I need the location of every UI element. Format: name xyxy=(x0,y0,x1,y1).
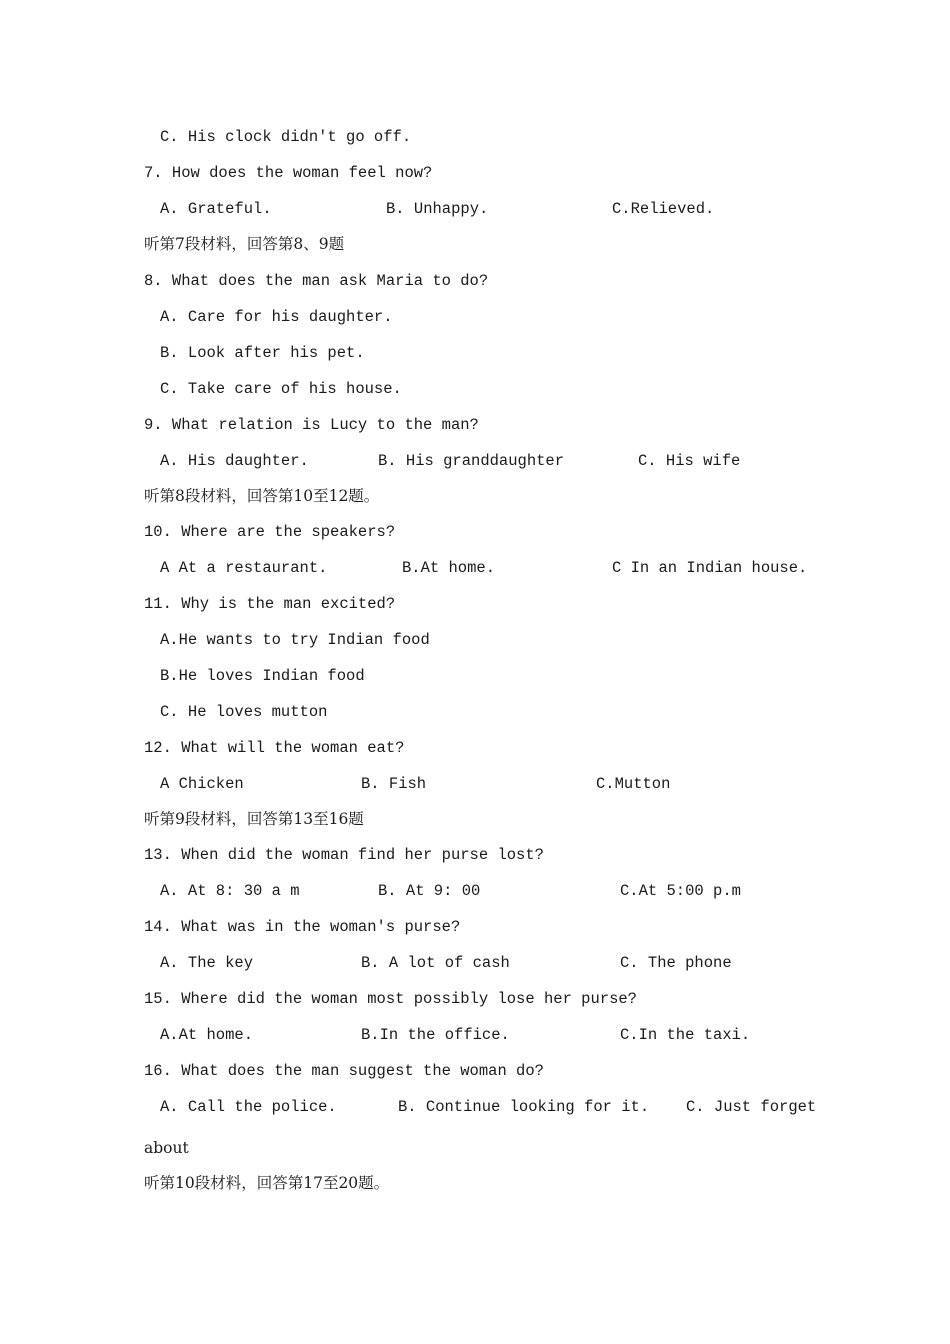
q16-option-c-continued: about xyxy=(144,1139,189,1157)
section-10-instruction: 听第10段材料，回答第17至20题。 xyxy=(144,1174,390,1192)
q12-question: 12. What will the woman eat? xyxy=(144,739,405,757)
q10-option-c: C In an Indian house. xyxy=(612,559,808,577)
section-7-instruction: 听第7段材料，回答第8、9题 xyxy=(144,235,345,253)
q9-option-a: A. His daughter. xyxy=(160,452,309,470)
q14-option-b: B. A lot of cash xyxy=(361,954,510,972)
q14-option-a: A. The key xyxy=(160,954,254,972)
q15-option-c: C.In the taxi. xyxy=(620,1026,751,1044)
q7-option-c: C.Relieved. xyxy=(612,200,715,218)
q16-option-c: C. Just forget xyxy=(686,1098,817,1116)
q8-option-c: C. Take care of his house. xyxy=(160,380,402,398)
section-9-instruction: 听第9段材料，回答第13至16题 xyxy=(144,810,364,828)
q14-question: 14. What was in the woman's purse? xyxy=(144,918,461,936)
q12-option-b: B. Fish xyxy=(361,775,427,793)
q12-option-a: A Chicken xyxy=(160,775,244,793)
q10-question: 10. Where are the speakers? xyxy=(144,523,396,541)
q7-question: 7. How does the woman feel now? xyxy=(144,164,433,182)
q15-option-a: A.At home. xyxy=(160,1026,254,1044)
q9-option-b: B. His granddaughter xyxy=(378,452,565,470)
q11-question: 11. Why is the man excited? xyxy=(144,595,396,613)
q14-option-c: C. The phone xyxy=(620,954,732,972)
q11-option-a: A.He wants to try Indian food xyxy=(160,631,430,649)
q13-option-c: C.At 5:00 p.m xyxy=(620,882,741,900)
q15-question: 15. Where did the woman most possibly lose her purse? xyxy=(144,990,637,1008)
section-8-instruction: 听第8段材料，回答第10至12题。 xyxy=(144,487,380,505)
q16-option-a: A. Call the police. xyxy=(160,1098,337,1116)
q12-option-c: C.Mutton xyxy=(596,775,671,793)
q11-option-c: C. He loves mutton xyxy=(160,703,328,721)
q8-option-a: A. Care for his daughter. xyxy=(160,308,393,326)
q9-option-c: C. His wife xyxy=(638,452,741,470)
q8-question: 8. What does the man ask Maria to do? xyxy=(144,272,489,290)
q9-question: 9. What relation is Lucy to the man? xyxy=(144,416,479,434)
q16-option-b: B. Continue looking for it. xyxy=(398,1098,650,1116)
q15-option-b: B.In the office. xyxy=(361,1026,510,1044)
q16-question: 16. What does the man suggest the woman do? xyxy=(144,1062,544,1080)
q7-option-a: A. Grateful. xyxy=(160,200,272,218)
q7-option-b: B. Unhappy. xyxy=(386,200,489,218)
q10-option-a: A At a restaurant. xyxy=(160,559,328,577)
q13-question: 13. When did the woman find her purse lost? xyxy=(144,846,544,864)
q11-option-b: B.He loves Indian food xyxy=(160,667,365,685)
q8-option-b: B. Look after his pet. xyxy=(160,344,365,362)
q13-option-b: B. At 9: 00 xyxy=(378,882,481,900)
q6-option-c: C. His clock didn't go off. xyxy=(160,128,412,146)
q13-option-a: A. At 8: 30 a m xyxy=(160,882,300,900)
q10-option-b: B.At home. xyxy=(402,559,496,577)
